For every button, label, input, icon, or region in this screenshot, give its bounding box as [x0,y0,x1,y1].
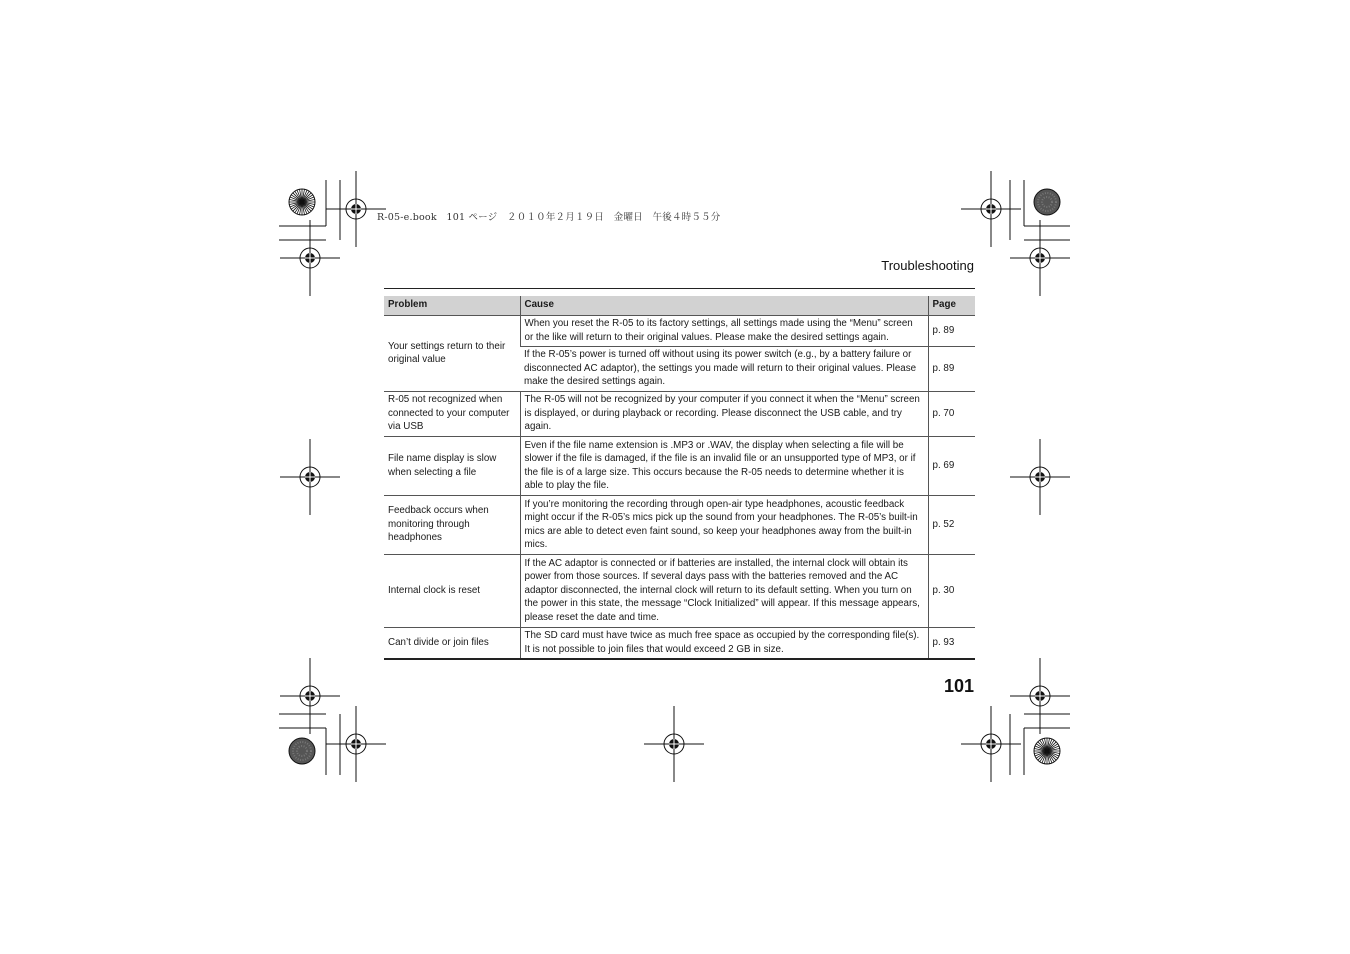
problem-cell: Feedback occurs when monitoring through headphones [384,496,520,555]
problem-cell: R-05 not recognized when connected to your computer via USB [384,392,520,437]
table-row [384,555,975,628]
page-cell: p. 93 [928,628,975,660]
problem-cell: File name display is slow when selecting a file [384,437,520,496]
page-cell: p. 30 [928,555,975,628]
header-page: Page [928,296,975,316]
cause-cell: Even if the file name extension is .MP3 or .WAV, the display when selecting a file will be slower if the file is damaged, if the file is an invalid file or an unsupported type of MP3, or if the file is of a large size. This occurs because the R-05 needs to determine whether it is able to play the file. [520,437,928,496]
problem-cell: Your settings return to their original value [384,316,520,392]
page-cell: p. 89 [928,316,975,347]
troubleshooting-table [384,296,975,660]
cause-cell: The SD card must have twice as much free space as occupied by the corresponding file(s). It is not possible to join files that would exceed 2 GB in size. [520,628,928,660]
cause-cell: If the R-05’s power is turned off without using its power switch (e.g., by a battery failure or disconnected AC adaptor), the settings you made will return to their original values. Please make the desired settings again. [520,347,928,392]
problem-cell: Can’t divide or join files [384,628,520,660]
header-rule [384,288,975,289]
page-number: 101 [943,676,974,696]
table-row [384,392,975,437]
book-slug-line: R-05-e.book 101 ページ ２０１０年２月１９日 金曜日 午後４時５５分 [377,212,721,223]
cause-cell: The R-05 will not be recognized by your computer if you connect it when the “Menu” screen is displayed, or during playback or recording. Please disconnect the USB cable, and try again. [520,392,928,437]
cause-cell: If the AC adaptor is connected or if batteries are installed, the internal clock will obtain its power from those sources. If several days pass with the batteries removed and the AC adaptor disconnected, the internal clock will return to its default setting. When you turn on the power in this state, the message “Clock Initialized” will appear. If this message appears, please reset the date and time. [520,555,928,628]
table-row [384,628,975,660]
table-row [384,437,975,496]
page-cell: p. 69 [928,437,975,496]
table-header-row [384,296,975,316]
table-row [384,496,975,555]
header-cause: Cause [520,296,928,316]
page-cell: p. 89 [928,347,975,392]
problem-cell: Internal clock is reset [384,555,520,628]
page-cell: p. 70 [928,392,975,437]
cause-cell: If you’re monitoring the recording through open-air type headphones, acoustic feedback might occur if the R-05’s mics pick up the sound from your headphones. The R-05’s built-in mics are able to detect even faint sound, so keep your headphones away from the built-in mics. [520,496,928,555]
page-cell: p. 52 [928,496,975,555]
section-title: Troubleshooting [881,258,974,273]
cause-cell: When you reset the R-05 to its factory settings, all settings made using the “Menu” screen or the like will return to their original values. Please make the desired settings again. [520,316,928,347]
header-problem: Problem [384,296,520,316]
table-row [384,316,975,347]
